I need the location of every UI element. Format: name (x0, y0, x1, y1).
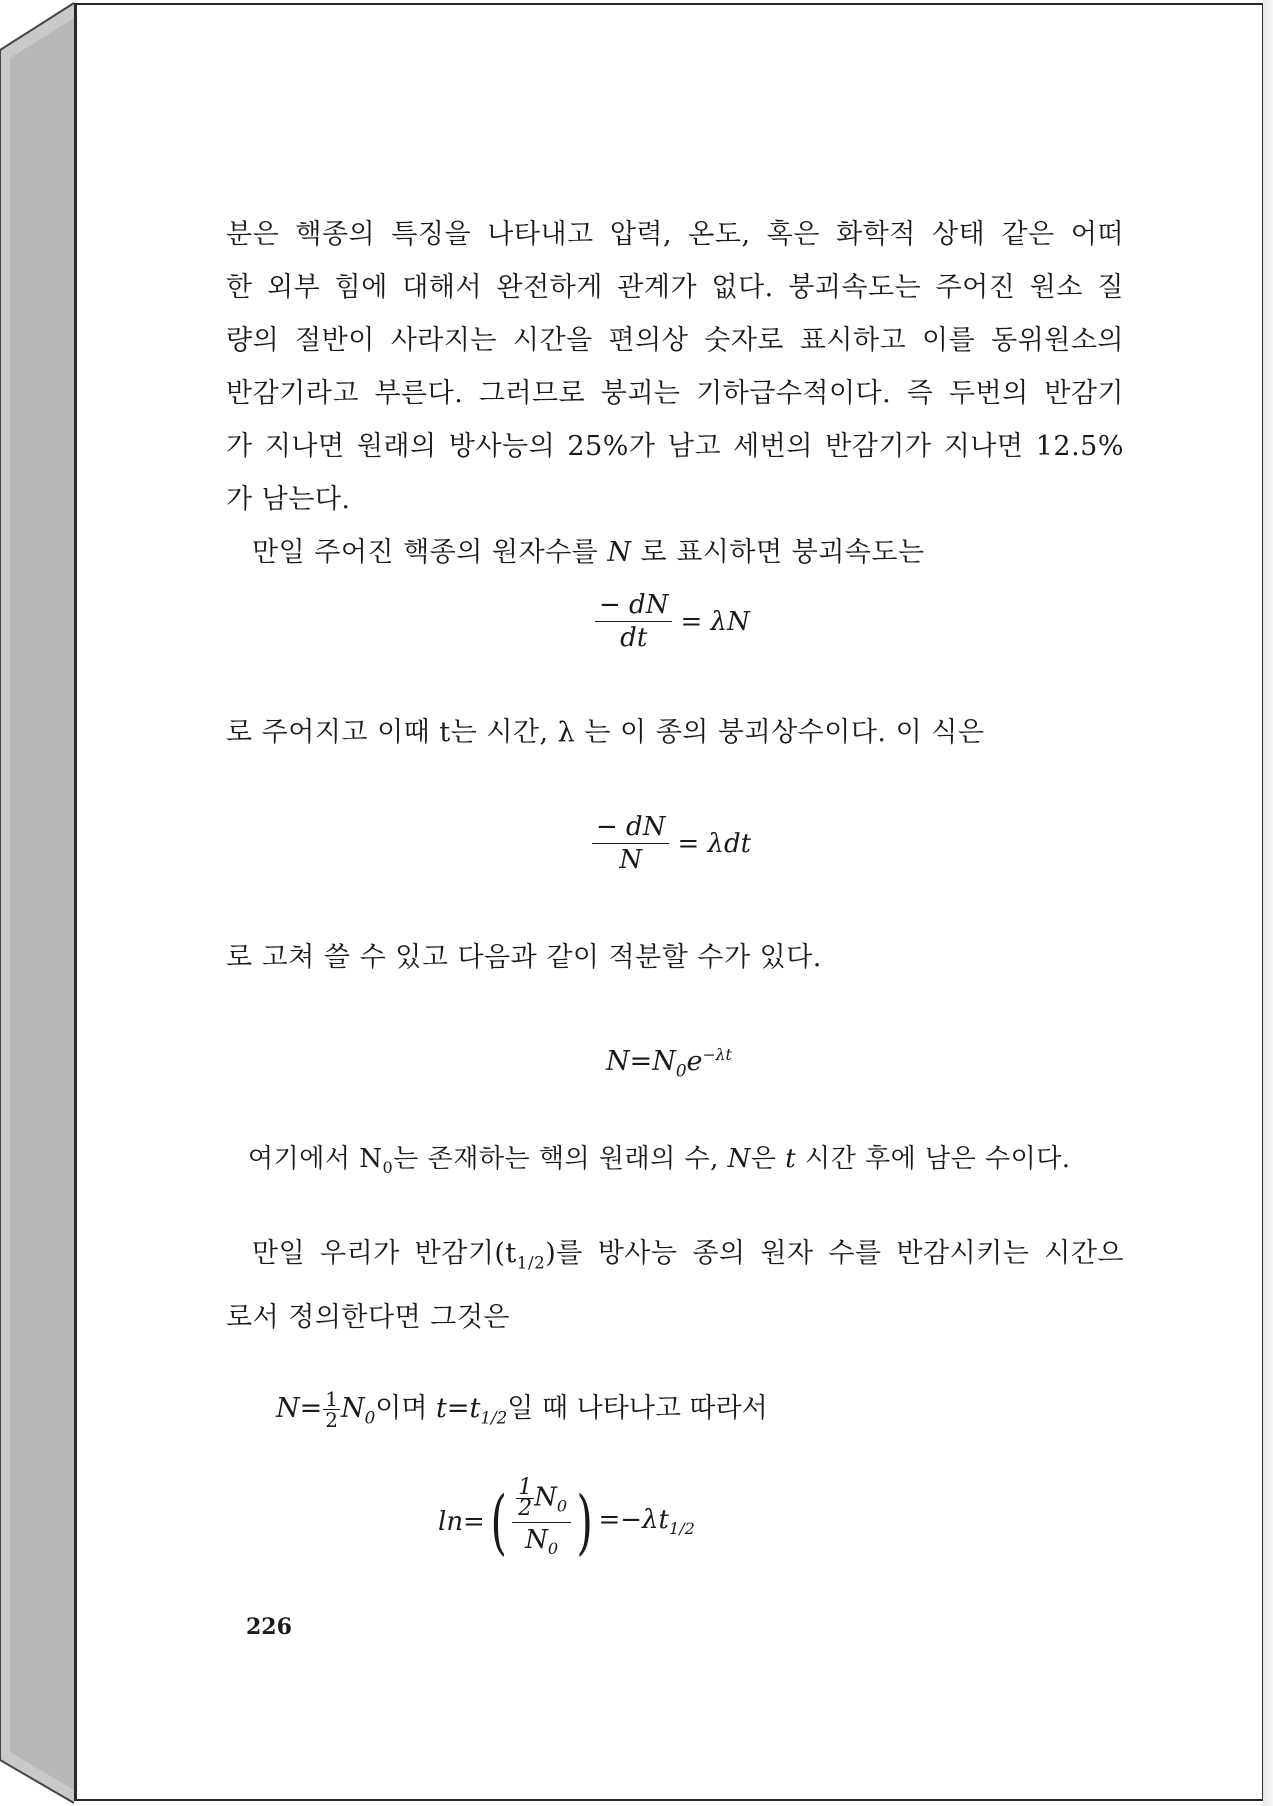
equation-4-inner-numerator: 1 (518, 1475, 533, 1500)
equation-1 (595, 590, 750, 653)
equation-4-rhs-text: =−λt (598, 1505, 669, 1536)
equation-1-denominator: dt (620, 623, 648, 653)
text-after-equation-3-b: 는 존재하는 핵의 원래의 수, (393, 1144, 728, 1174)
paragraph-1-line: 가 지나면 원래의 방사능의 25%가 남고 세번의 반감기가 지나면 12.5% (226, 431, 1124, 462)
half-life-text-b: 일 때 나타나고 따라서 (507, 1393, 768, 1424)
equation-2-denominator: N (619, 845, 643, 875)
equation-4-fraction (512, 1475, 571, 1566)
paragraph-1-line: 반감기라고 부른다. 그러므로 붕괴는 기하급수적이다. 즉 두번의 반감기 (226, 378, 1124, 409)
half-life-n: N= (276, 1393, 323, 1424)
text-after-equation-3-c: 은 (750, 1144, 786, 1174)
equation-4-denominator (512, 1523, 571, 1566)
equation-1-fraction (595, 590, 672, 653)
text-after-equation-3-sub: 0 (382, 1158, 394, 1178)
equation-4-numerator (512, 1475, 571, 1523)
paragraph-1-line: 가 남는다. (226, 484, 351, 515)
paragraph-2 (226, 526, 1124, 579)
paragraph-3-line-1 (226, 1226, 1124, 1290)
paragraph-1-line: 량의 절반이 사라지는 시간을 편의상 숫자로 표시하고 이를 동위원소의 (226, 325, 1124, 356)
equation-4 (438, 1475, 695, 1566)
text-after-equation-3-d: 시간 후에 남은 수이다. (796, 1144, 1071, 1174)
equation-2-numerator: − dN (592, 812, 669, 844)
paragraph-2-after: 로 표시하면 붕괴속도는 (631, 537, 925, 568)
equation-3-lhs: N=N (606, 1046, 676, 1077)
paragraph-3-line-1-a: 만일 우리가 반감기(t (252, 1238, 517, 1269)
left-paren: ( (490, 1480, 507, 1563)
half-life-n0-sub: 0 (364, 1407, 376, 1428)
text-after-equation-2: 로 고쳐 쓸 수 있고 다음과 같이 적분할 수가 있다. (226, 942, 822, 973)
equation-4-den-sub: 0 (547, 1538, 559, 1558)
text-after-equation-1: 로 주어지고 이때 t는 시간, λ 는 이 종의 붕괴상수이다. 이 식은 (226, 717, 985, 748)
half-life-text-a: 이며 (375, 1393, 437, 1424)
paragraph-3-line-1-b: )를 방사능 종의 원자 수를 반감시키는 시간으 (545, 1238, 1124, 1269)
equation-2-fraction (592, 812, 669, 875)
page-number: 226 (246, 1614, 292, 1640)
text-after-equation-3-a: 여기에서 N (248, 1144, 383, 1174)
half-fraction (323, 1389, 340, 1430)
equation-3 (606, 1045, 732, 1080)
half-fraction-numerator: 1 (325, 1387, 338, 1411)
half-life-t: t=t (436, 1393, 481, 1424)
equation-3-base: e (686, 1046, 703, 1077)
right-paren: ) (576, 1480, 594, 1563)
equation-2-rhs: = λdt (677, 828, 752, 859)
half-fraction-denominator: 2 (325, 1408, 338, 1432)
equation-4-num-symbol: N (534, 1482, 557, 1513)
equation-2 (592, 812, 751, 875)
equation-4-num-sub: 0 (556, 1496, 568, 1516)
paragraph-3-line-1-sub: 1/2 (516, 1252, 546, 1273)
page-edge-shadow (1263, 0, 1273, 1806)
symbol-n: N (607, 537, 632, 568)
equation-4-inner-fraction (516, 1475, 534, 1521)
paragraph-2-before: 만일 주어진 핵종의 원자수를 (252, 537, 608, 568)
equation-4-rhs-sub: 1/2 (668, 1519, 695, 1539)
paragraph-3-line-2: 로서 정의한다면 그것은 (226, 1302, 510, 1334)
equation-4-lhs: ln= (438, 1506, 485, 1537)
half-life-condition (276, 1386, 768, 1430)
paragraph-3 (226, 1226, 1124, 1345)
equation-4-den-symbol: N (525, 1524, 548, 1555)
equation-1-numerator: − dN (595, 590, 672, 622)
half-life-n0: N (340, 1393, 365, 1424)
equation-4-inner-denominator: 2 (518, 1496, 533, 1521)
paragraph-1 (226, 208, 1124, 579)
text-after-equation-3 (248, 1138, 1071, 1177)
text-after-equation-3-sym: N (727, 1144, 751, 1174)
equation-4-rhs (598, 1505, 695, 1539)
equation-1-rhs: = λN (680, 606, 750, 637)
paragraph-1-line: 한 외부 힘에 대해서 완전하게 관계가 없다. 붕괴속도는 주어진 원소 질 (226, 272, 1124, 303)
equation-3-exponent: −λt (702, 1045, 732, 1064)
paragraph-1-line: 분은 핵종의 특징을 나타내고 압력, 온도, 혹은 화학적 상태 같은 어떠 (226, 219, 1124, 250)
text-after-equation-3-sym2: t (785, 1144, 797, 1174)
book-spine (0, 0, 80, 1806)
equation-3-subscript: 0 (675, 1060, 687, 1081)
half-life-t-sub: 1/2 (480, 1407, 508, 1428)
